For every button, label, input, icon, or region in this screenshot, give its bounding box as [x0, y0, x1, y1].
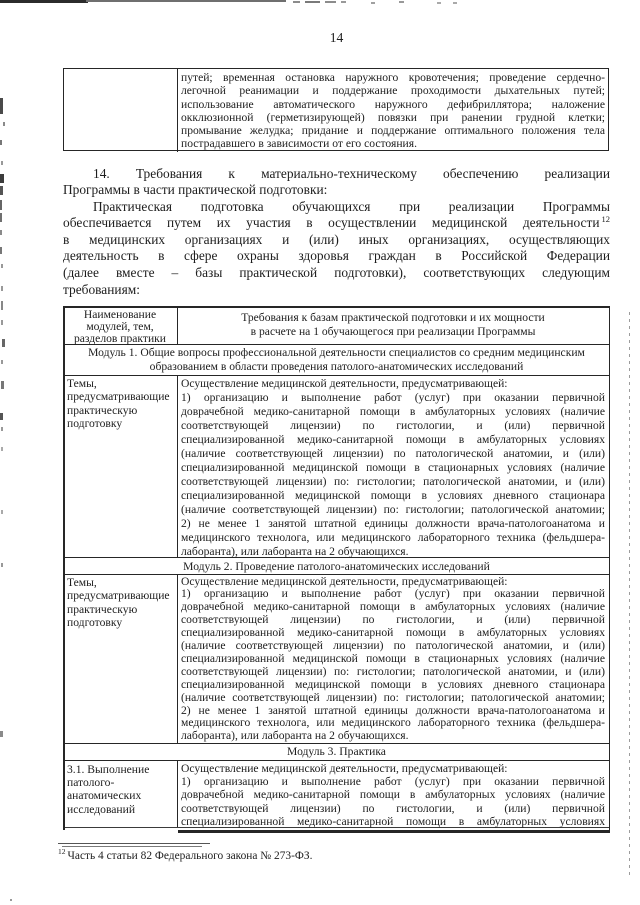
module2-title: Модуль 2. Проведение патолого-анатомических исследований	[183, 559, 490, 573]
scan-artifact	[1, 320, 3, 325]
module1-title-line: образованием в области проведения патолого-анатомических исследований	[149, 360, 524, 373]
scan-artifact	[1, 427, 3, 431]
footnote-reference-12: 12	[601, 213, 610, 224]
scan-artifact	[2, 339, 5, 347]
page-number: 14	[329, 30, 344, 45]
intro-paragraph	[63, 199, 610, 299]
scan-artifact-dotted-line	[629, 312, 630, 878]
intro-line	[63, 215, 610, 232]
module1-requirements: Осуществление медицинской деятельности, предусматривающей: 1) организацию и выполнение работ (услуг) при оказании первичной доврачебной медико-санитарной помощи в амбулаторных условиях (наличие соответствующей лицензии) по гистологии, и (или) первичной специализированной медико-санитарной помощи в амбулаторных условиях (наличие соответствующей лицензии) по патологической анатомии, и (или) специализированной медицинской помощи в стационарных условиях (наличие соответствующей лицензии) по: гистологии; патологической анатомии, и (или) специализированной медицинской помощи в условиях дневного стационара (наличие соответствующей лицензии) по: гистологии; патологической анатомии; 2) не менее 1 занятой штатной единицы должности врача-патологоанатома и медицинского технолога, или медицинского лабораторного техника (фельдшера- лаборанта), или лаборанта на 2 обучающихся.	[181, 376, 605, 559]
scan-artifact	[1, 264, 3, 268]
heading-line: 14. Требования к материально-техническому обеспечению реализации	[93, 165, 610, 181]
table-border	[609, 306, 611, 830]
scan-artifact	[0, 213, 2, 222]
intro-line: (далее вместе – базы практической подготовки), соответствующих следующим	[63, 265, 610, 281]
scan-artifact	[293, 1, 300, 3]
footnote-text: Часть 4 статьи 82 Федерального закона № 273-ФЗ.	[67, 850, 313, 862]
scan-artifact	[0, 174, 4, 183]
scan-artifact	[1, 381, 4, 389]
module3-row-label: 3.1. Выполнение патолого-анатомических исследований	[67, 762, 150, 816]
table-header-col2-line: Требования к базам практической подготовки и их мощности	[241, 310, 545, 324]
carryover-table-cell-text: путей; временная остановка наружного кровотечения; проведение сердечно- легочной реанимации и поддержание проходимости дыхательных путей; использование автоматического наружного дефибриллятора; наложение окклюзионной (герметизирующей) повязки при ранении грудной клетки; промывание желудка; придание и поддержание оптимального положения тела пострадавшего в зависимости от его состояния.	[181, 71, 605, 151]
intro-line: требованиям:	[63, 281, 140, 297]
table-header-col1: Наименование модулей, тем, разделов практики	[73, 308, 167, 345]
scan-artifact	[399, 1, 404, 3]
scan-artifact	[1, 510, 3, 514]
module3-requirements: Осуществление медицинской деятельности, предусматривающей: 1) организацию и выполнение работ (услуг) при оказании первичной доврачебной медико-санитарной помощи в амбулаторных условиях (наличие соответствующей лицензии) по гистологии, и (или) первичной специализированной медико-санитарной помощи в амбулаторных условиях	[181, 762, 605, 828]
scan-artifact	[341, 1, 346, 3]
scan-artifact	[3, 122, 5, 126]
intro-line: деятельность в сфере охраны здоровья граждан в Российской Федерации	[63, 248, 610, 264]
module2-requirements: Осуществление медицинской деятельности, предусматривающей: 1) организацию и выполнение работ (услуг) при оказании первичной доврачебной медико-санитарной помощи в амбулаторных условиях (наличие соответствующей лицензии) по гистологии, и (или) первичной специализированной медико-санитарной помощи в амбулаторных условиях (наличие соответствующей лицензии) по патологической анатомии, и (или) специализированной медицинской помощи в стационарных условиях (наличие соответствующей лицензии) по: гистологии; патологической анатомии, и (или) специализированной медицинской помощи в условиях дневного стационара (наличие соответствующей лицензии) по: гистологии; патологической анатомии; 2) не менее 1 занятой штатной единицы должности врача-патологоанатома и медицинского технолога, или медицинского лабораторного техника (фельдшера- лаборанта), или лаборанта на 2 обучающихся.	[181, 574, 605, 743]
intro-line: Практическая подготовка обучающихся при реализации Программы	[93, 198, 610, 214]
scan-artifact	[1, 447, 3, 451]
scan-artifact	[10, 899, 12, 901]
module2-row-label: Темы, предусматривающие практическую подготовку	[67, 576, 170, 630]
scan-artifact	[1, 286, 3, 291]
scan-artifact	[0, 140, 2, 145]
table-header-col2	[181, 311, 605, 340]
scan-artifact	[0, 230, 2, 235]
table-column-divider	[177, 574, 178, 744]
scan-artifact	[437, 2, 441, 4]
footnote-12	[58, 847, 478, 862]
table-column-divider	[177, 375, 178, 558]
footnote-rule	[58, 843, 210, 844]
scan-artifact	[453, 2, 457, 4]
scan-artifact	[0, 200, 2, 210]
footnote-marker: 12	[58, 847, 66, 857]
scan-artifact	[0, 98, 3, 114]
table-header-col2-line: в расчете на 1 обучающегося при реализации Программы	[250, 325, 536, 339]
table-page-cut-line-bold	[178, 830, 610, 834]
scan-artifact	[1, 360, 3, 364]
carryover-table-divider	[177, 68, 178, 152]
scan-artifact	[0, 0, 88, 3]
module1-title-line: Модуль 1. Общие вопросы профессиональной деятельности специалистов со средним медицинским	[88, 346, 585, 359]
intro-line: в медицинских организациях и (или) иных организациях, осуществляющих	[63, 231, 610, 247]
scan-artifact	[371, 2, 375, 4]
module1-row-label: Темы, предусматривающие практическую подготовку	[67, 377, 170, 431]
scan-artifact	[325, 1, 336, 3]
scan-artifact	[0, 413, 3, 420]
table-border	[63, 306, 65, 830]
intro-line-text: обеспечивается путем их участия в осуществлении медицинской деятельности	[63, 215, 600, 231]
scan-artifact	[1, 563, 3, 567]
scan-artifact	[305, 1, 320, 3]
section-heading	[63, 166, 610, 199]
scan-artifact	[1, 301, 3, 310]
table-column-divider	[177, 760, 178, 827]
table-column-divider	[177, 306, 178, 344]
scan-artifact	[0, 247, 2, 254]
scan-artifact	[1, 161, 3, 165]
footnote-rule	[62, 846, 202, 847]
scan-artifact	[0, 186, 3, 195]
scan-artifact	[0, 731, 3, 737]
module3-title: Модуль 3. Практика	[287, 745, 386, 758]
module1-title	[68, 346, 605, 374]
scan-artifact	[86, 0, 286, 2]
heading-line: Программы в части практической подготовки:	[63, 182, 328, 198]
